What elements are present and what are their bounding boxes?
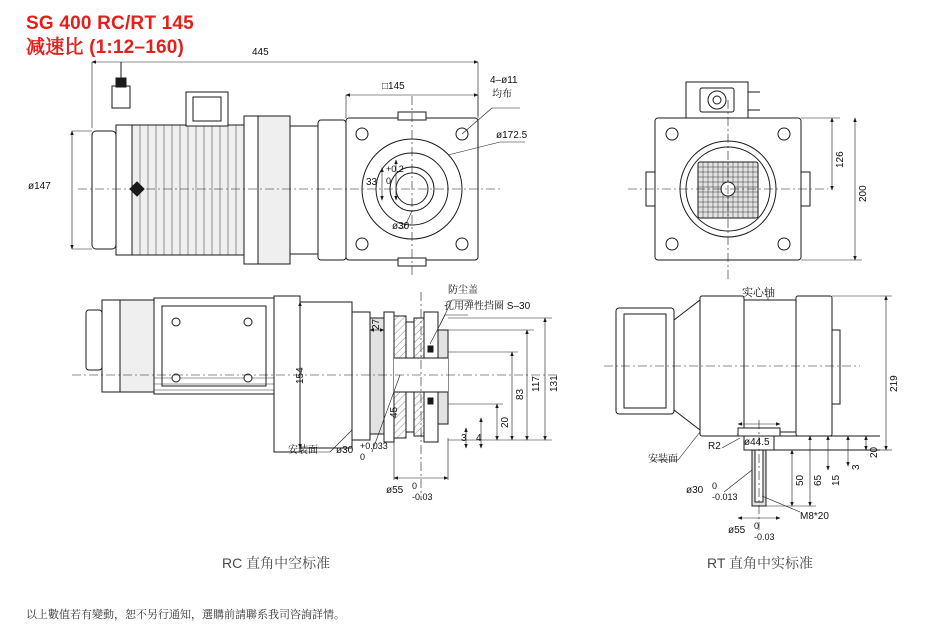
dim-body-height: 200 [858, 185, 869, 202]
dim-key-height: 33 [366, 177, 378, 188]
dim-hollow-bore-tol-top: +0.033 [360, 441, 388, 451]
caption-rc: RC 直角中空标准 [222, 555, 331, 571]
label-dust-cover: 防尘盖 [448, 285, 478, 296]
dim-thread: M8*20 [800, 511, 829, 522]
dim-total-219: 219 [889, 375, 900, 392]
dim-hub-dia: ø55 [728, 525, 746, 536]
dim-flange-thickness: 45 [389, 406, 400, 418]
dim-bore: ø30 [392, 221, 410, 232]
dim-step-20-rt: 20 [869, 446, 880, 458]
dim-hollow-bore: ø30 [336, 445, 354, 456]
view-rt-section [604, 296, 892, 530]
dim-overall-length: 445 [252, 47, 269, 58]
dim-hub-dia-tol-top: 0 [754, 521, 760, 531]
label-snap-ring: 孔用弹性挡圈 S–30 [444, 301, 531, 312]
dim-motor-diameter: ø147 [28, 181, 51, 192]
label-mount-face-rc: 安装面 [288, 445, 318, 456]
view-rt-end [628, 82, 862, 280]
dim-shoulder-b: 4 [476, 433, 482, 444]
dim-bolt-holes: 4–ø11 [490, 75, 518, 86]
dim-bolt-circle: ø172.5 [496, 130, 528, 141]
dim-total-131: 131 [549, 375, 560, 392]
dim-hub-dia-tol-bottom: -0.03 [754, 532, 775, 542]
dim-radius: R2 [708, 441, 721, 452]
dim-shaft-dia-tol-top: 0 [712, 481, 718, 491]
footer-note: 以上數值若有變動，恕不另行通知，選購前請聯系我司咨詢詳情。 [26, 609, 345, 621]
dim-step-3-rt: 3 [851, 464, 862, 470]
dim-fan-cover-width: 126 [835, 151, 846, 168]
view-rc-side [72, 62, 528, 276]
title-ratio: 减速比 (1:12–160) [26, 37, 185, 59]
dim-bore-depth-83: 83 [515, 388, 526, 400]
dim-shoulder-a: 3 [461, 433, 467, 444]
dim-hub-length: 27 [371, 318, 382, 330]
title-model: SG 400 RC/RT 145 [26, 13, 194, 34]
dim-hollow-bore-tol-bottom: 0 [360, 452, 366, 462]
label-solid-shaft: 实心轴 [742, 287, 775, 299]
dim-shaft-len-65: 65 [813, 474, 824, 486]
label-mount-face-rt: 安装面 [648, 454, 678, 465]
dim-square-flange: □145 [382, 81, 405, 92]
dim-shaft-len-15: 15 [831, 474, 842, 486]
dim-shaft-len-50: 50 [795, 474, 806, 486]
dim-shaft-dia: ø30 [686, 485, 704, 496]
caption-rt: RT 直角中实标准 [707, 555, 814, 571]
dim-key-tol-top: +0.2 [386, 164, 404, 174]
dim-outer-dia-tol-top: 0 [412, 481, 418, 491]
dim-key-tol-bottom: 0 [386, 176, 392, 186]
dim-outer-dia-tol-bottom: -0.03 [412, 492, 433, 502]
dim-outer-dia: ø55 [386, 485, 404, 496]
view-rc-section [72, 292, 560, 500]
dim-shaft-dia-tol-bottom: -0.013 [712, 492, 738, 502]
dim-bore-depth-117: 117 [531, 376, 542, 392]
dim-housing-height: 154 [295, 367, 306, 384]
dim-step-20: 20 [500, 416, 511, 428]
dim-flange-dia: ø44.5 [744, 437, 770, 448]
dim-bolt-holes-note: 均布 [492, 89, 512, 100]
